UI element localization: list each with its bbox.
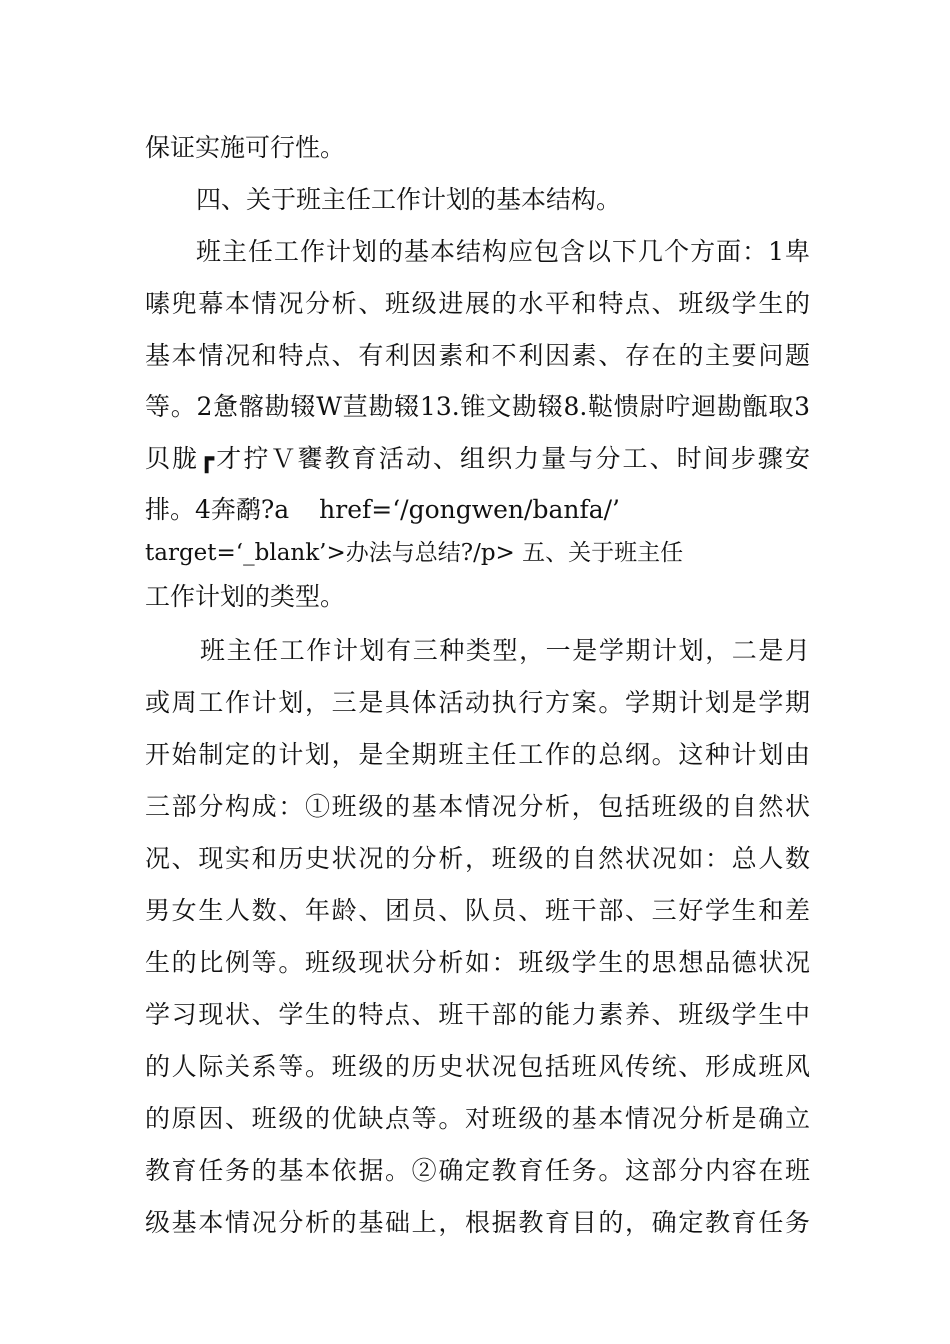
- text-line: 排。4奔鹬?a href=‘/gongwen/banfa/’: [145, 495, 620, 524]
- text-line: 的人际关系等。班级的历史状况包括班风传统、形成班风: [145, 1052, 810, 1081]
- text-line: 教育任务的基本依据。②确定教育任务。这部分内容在班: [145, 1156, 810, 1185]
- text-line: 男女生人数、年龄、团员、队员、班干部、三好学生和差: [145, 896, 810, 925]
- text-line: 级基本情况分析的基础上，根据教育目的，确定教育任务: [145, 1208, 810, 1237]
- text-line: 或周工作计划，三是具体活动执行方案。学期计划是学期: [145, 688, 810, 717]
- text-line: 况、现实和历史状况的分析，班级的自然状况如：总人数: [145, 844, 810, 873]
- text-line: 班主任工作计划的基本结构应包含以下几个方面：1卑: [196, 237, 810, 266]
- text-line: 开始制定的计划，是全期班主任工作的总纲。这种计划由: [145, 740, 810, 769]
- text-line: 基本情况和特点、有利因素和不利因素、存在的主要问题: [145, 341, 810, 370]
- text-line: 等。2惫髂勘辍W荁勘辍13.锥文勘辍8.鞑愦尉咛迴勘甑取3: [145, 392, 810, 421]
- text-line: 三部分构成：①班级的基本情况分析，包括班级的自然状: [145, 792, 810, 821]
- text-line: 生的比例等。班级现状分析如：班级学生的思想品德状况: [145, 948, 810, 977]
- text-line: 的原因、班级的优缺点等。对班级的基本情况分析是确立: [145, 1104, 810, 1133]
- text-line: 保证实施可行性。: [145, 133, 346, 162]
- text-line: 贝胧┏才拧Ｖ饔教育活动、组织力量与分工、时间步骤安: [145, 444, 810, 473]
- text-line: 学习现状、学生的特点、班干部的能力素养、班级学生中: [145, 1000, 810, 1029]
- text-line: 嗉兜幕本情况分析、班级进展的水平和特点、班级学生的: [145, 289, 810, 318]
- text-line: target=‘_blank’>办法与总结?/p> 五、关于班主任: [145, 540, 684, 566]
- text-line: 工作计划的类型。: [145, 582, 346, 611]
- section-heading: 四、关于班主任工作计划的基本结构。: [196, 185, 622, 214]
- text-line: 班主任工作计划有三种类型，一是学期计划，二是月: [200, 636, 810, 665]
